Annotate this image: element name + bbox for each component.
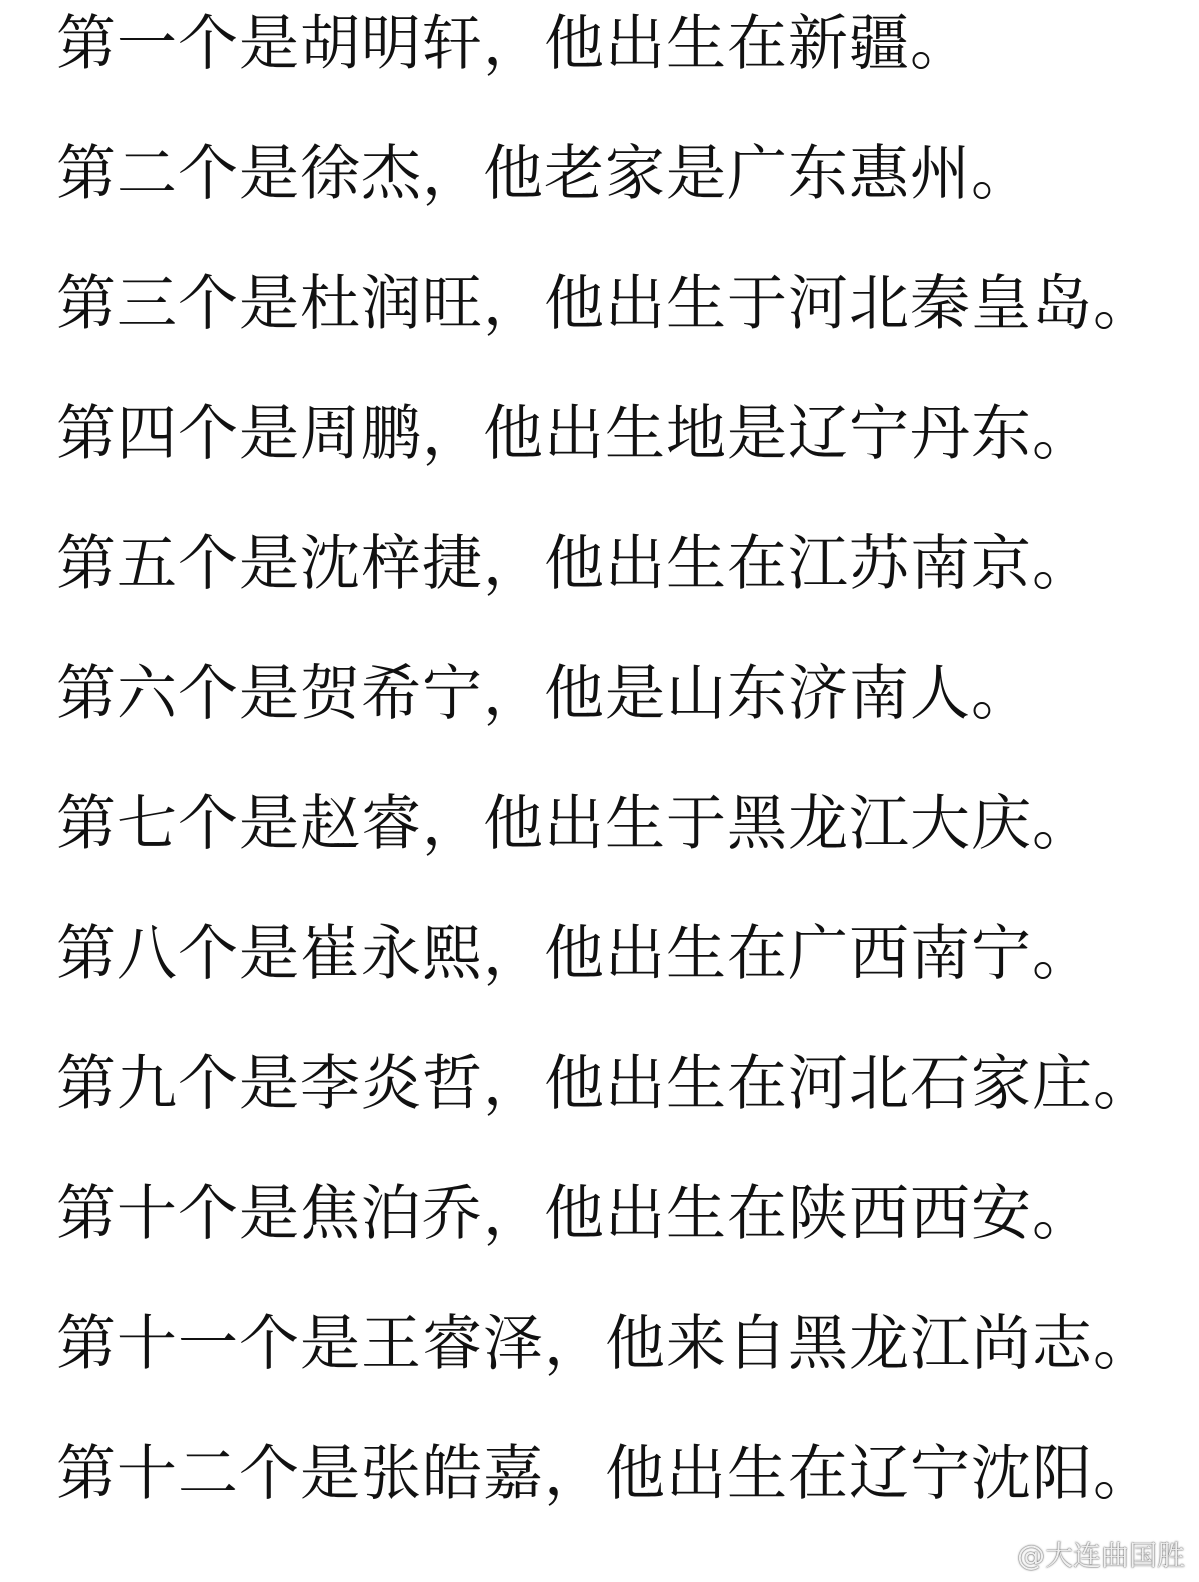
watermark xyxy=(977,1536,1185,1572)
text-line-2: 第二个是徐杰，他老家是广东惠州。 xyxy=(56,139,1032,209)
text-line-9: 第九个是李炎哲，他出生在河北石家庄。 xyxy=(56,1049,1154,1119)
text-line-7: 第七个是赵睿，他出生于黑龙江大庆。 xyxy=(56,789,1093,859)
text-line-8: 第八个是崔永熙，他出生在广西南宁。 xyxy=(56,919,1093,989)
text-line-11: 第十一个是王睿泽，他来自黑龙江尚志。 xyxy=(56,1309,1154,1379)
text-line-3: 第三个是杜润旺，他出生于河北秦皇岛。 xyxy=(56,269,1154,339)
text-line-5: 第五个是沈梓捷，他出生在江苏南京。 xyxy=(56,529,1093,599)
text-line-12: 第十二个是张皓嘉，他出生在辽宁沈阳。 xyxy=(56,1439,1154,1509)
text-line-10: 第十个是焦泊乔，他出生在陕西西安。 xyxy=(56,1179,1093,1249)
text-line-4: 第四个是周鹏，他出生地是辽宁丹东。 xyxy=(56,399,1093,469)
text-line-1: 第一个是胡明轩，他出生在新疆。 xyxy=(56,9,971,79)
watermark-text: @大连曲国胜 xyxy=(1016,1539,1185,1572)
text-line-6: 第六个是贺希宁，他是山东济南人。 xyxy=(56,659,1032,729)
weibo-icon xyxy=(977,1540,1011,1568)
